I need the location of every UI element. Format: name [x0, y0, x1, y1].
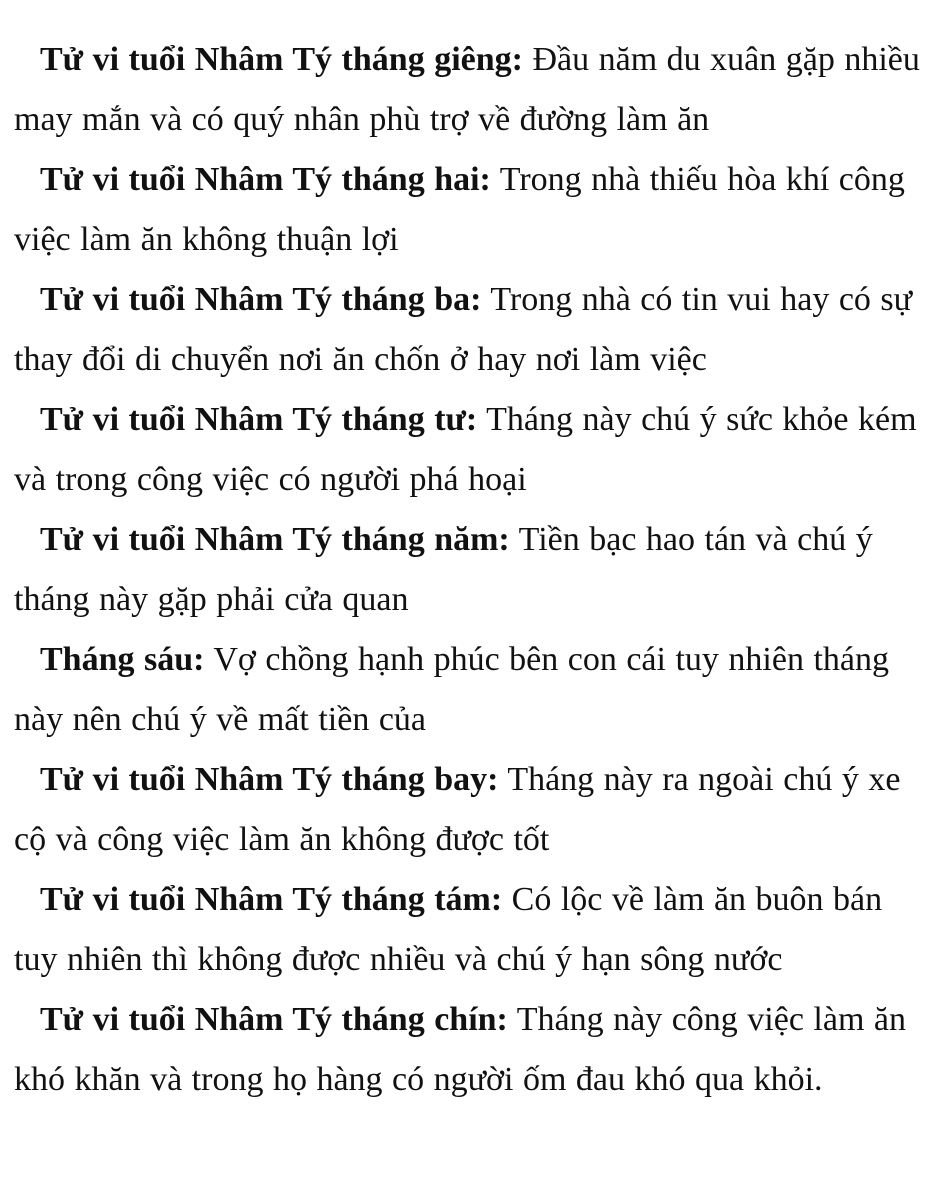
month-3-text: Trong nhà có tin vui hay có sự thay đổi di chuyển nơi ăn chốn ở hay nơi làm việc [14, 281, 913, 378]
month-2-paragraph [14, 150, 923, 270]
month-8-text: Có lộc về làm ăn buôn bán tuy nhiên thì không được nhiều và chú ý hạn sông nước [14, 881, 883, 978]
month-8-heading: Tử vi tuổi Nhâm Tý tháng tám: [40, 881, 503, 918]
month-9-heading: Tử vi tuổi Nhâm Tý tháng chín: [40, 1001, 508, 1038]
month-3-heading: Tử vi tuổi Nhâm Tý tháng ba: [40, 281, 482, 318]
month-2-text: Trong nhà thiếu hòa khí công việc làm ăn không thuận lợi [14, 161, 905, 258]
document-body [0, 30, 927, 1110]
month-6-heading: Tháng sáu: [40, 641, 205, 678]
month-1-text: Đầu năm du xuân gặp nhiều may mắn và có quý nhân phù trợ về đường làm ăn [14, 41, 920, 138]
month-7-paragraph [14, 750, 923, 870]
month-7-heading: Tử vi tuổi Nhâm Tý tháng bay: [40, 761, 499, 798]
month-3-paragraph [14, 270, 923, 390]
month-4-text: Tháng này chú ý sức khỏe kém và trong công việc có người phá hoại [14, 401, 917, 498]
month-1-heading: Tử vi tuổi Nhâm Tý tháng giêng: [40, 41, 523, 78]
month-2-heading: Tử vi tuổi Nhâm Tý tháng hai: [40, 161, 491, 198]
month-7-text: Tháng này ra ngoài chú ý xe cộ và công việc làm ăn không được tốt [14, 761, 901, 858]
month-9-text: Tháng này công việc làm ăn khó khăn và trong họ hàng có người ốm đau khó qua khỏi. [14, 1001, 907, 1098]
month-6-paragraph [14, 630, 923, 750]
month-9-paragraph [14, 990, 923, 1110]
month-8-paragraph [14, 870, 923, 990]
month-5-heading: Tử vi tuổi Nhâm Tý tháng năm: [40, 521, 510, 558]
month-4-heading: Tử vi tuổi Nhâm Tý tháng tư: [40, 401, 478, 438]
month-6-text: Vợ chồng hạnh phúc bên con cái tuy nhiên tháng này nên chú ý về mất tiền của [14, 641, 889, 738]
month-5-text: Tiền bạc hao tán và chú ý tháng này gặp phải cửa quan [14, 521, 873, 618]
month-4-paragraph [14, 390, 923, 510]
month-1-paragraph [14, 30, 923, 150]
month-5-paragraph [14, 510, 923, 630]
